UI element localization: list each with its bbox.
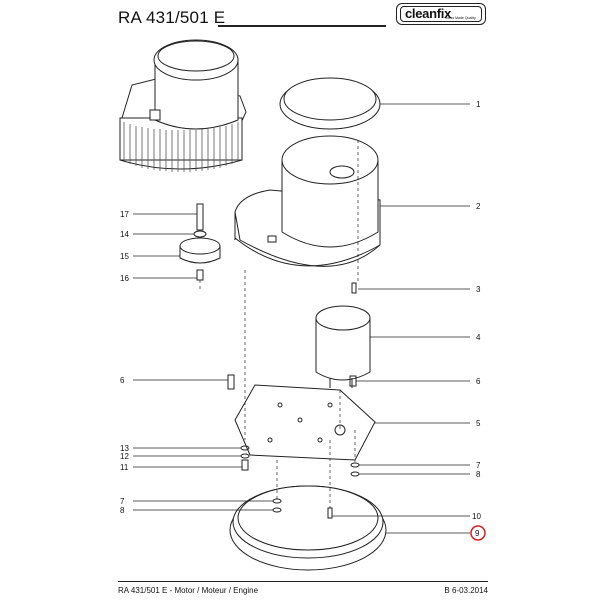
callout-7-left: 7: [120, 497, 125, 506]
part-5-plate: [235, 385, 375, 460]
callout-10: 10: [472, 512, 481, 521]
part-16-pin: [197, 270, 203, 280]
part-6-left-standoff: [228, 375, 234, 389]
callout-1: 1: [476, 100, 481, 109]
part-4-motor: [316, 306, 370, 388]
part-15-knob: [180, 238, 220, 263]
callout-7-right: 7: [476, 461, 481, 470]
part-9-ring: [230, 486, 386, 570]
assembled-machine: [120, 40, 246, 172]
callout-6-left: 6: [120, 376, 125, 385]
callout-5: 5: [476, 419, 481, 428]
callout-13: 13: [120, 444, 129, 453]
callout-11: 11: [120, 463, 129, 472]
logo-text: cleanfix: [405, 6, 452, 21]
callout-4: 4: [476, 333, 481, 342]
part-3-screw: [352, 283, 356, 293]
footer-rule: [118, 581, 488, 582]
callout-8-left: 8: [120, 506, 125, 515]
part-17-bolt: [197, 204, 203, 230]
part-1-lid: [280, 78, 380, 129]
footer-caption: RA 431/501 E - Motor / Moteur / Engine: [118, 586, 259, 595]
page-title: RA 431/501 E: [118, 8, 226, 27]
callout-6-right: 6: [476, 377, 481, 386]
part-7-right-washer: [351, 463, 359, 467]
logo-subtext: Swiss Made Quality: [445, 16, 476, 20]
callout-16: 16: [120, 274, 129, 283]
callout-14: 14: [120, 230, 129, 239]
part-12-washer: [241, 454, 249, 458]
callout-9: 9: [475, 529, 480, 538]
callout-15: 15: [120, 252, 129, 261]
part-14-washer: [194, 231, 206, 237]
callout-8-right: 8: [476, 470, 481, 479]
footer-date-code: B 6-03.2014: [444, 586, 488, 595]
part-8-right-nut: [351, 472, 359, 476]
callout-3: 3: [476, 285, 481, 294]
callout-12: 12: [120, 452, 129, 461]
callout-17: 17: [120, 210, 129, 219]
part-11-screw: [242, 460, 248, 470]
callout-2: 2: [476, 202, 481, 211]
